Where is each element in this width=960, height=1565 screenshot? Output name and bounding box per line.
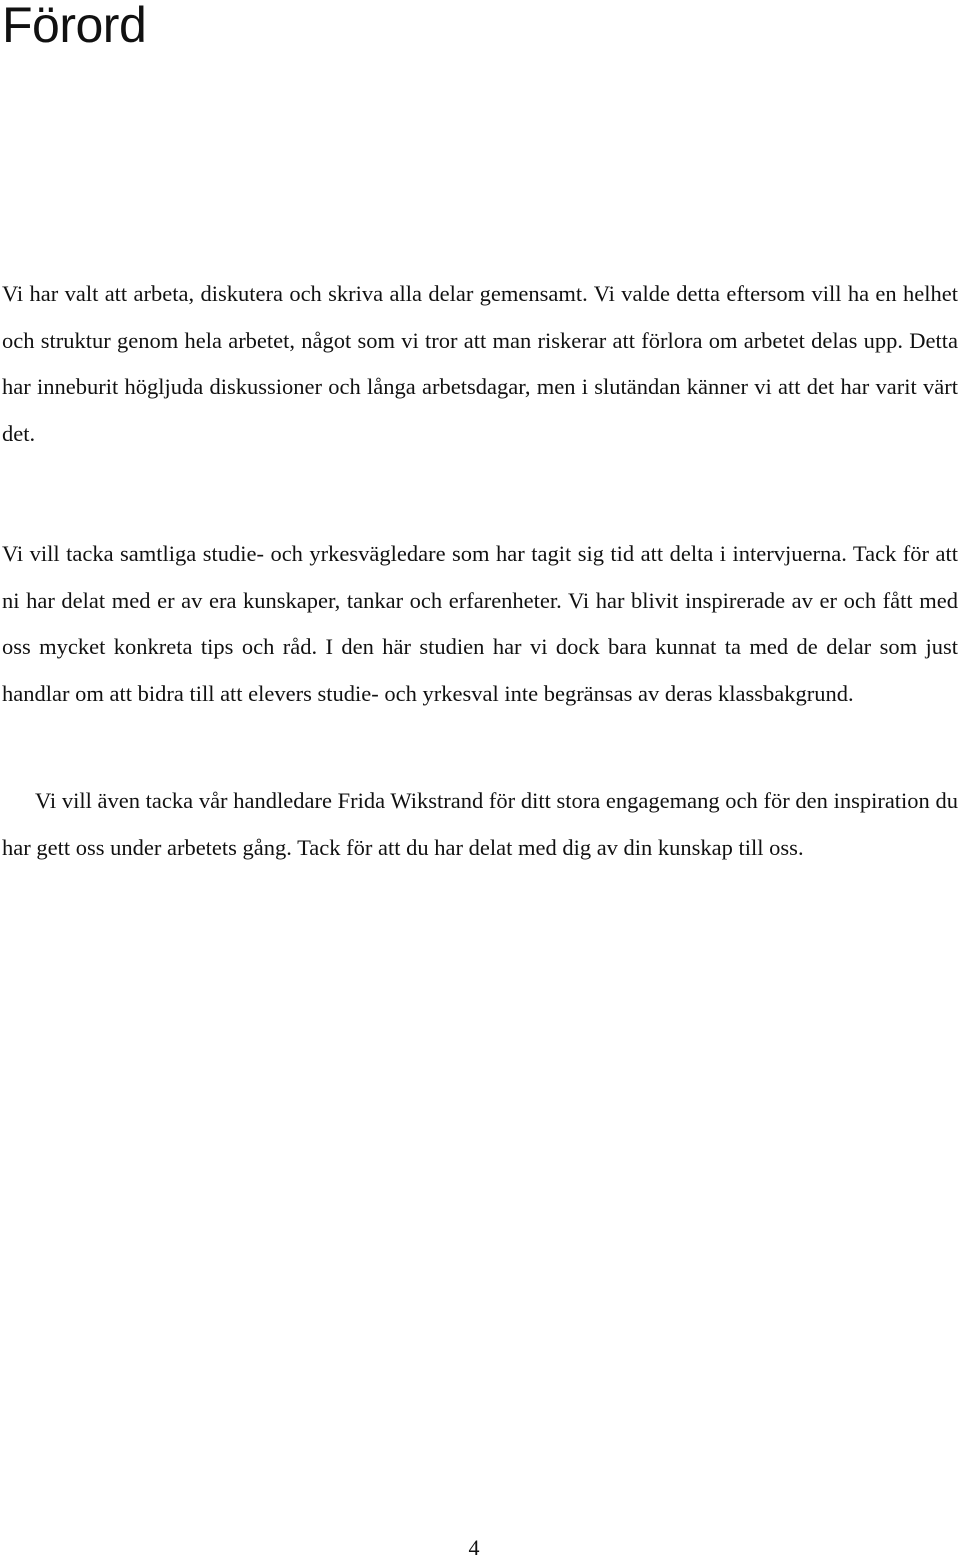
paragraph-2: Vi vill tacka samtliga studie- och yrkesvägledare som har tagit sig tid att delta i intervjuerna. Tack för att ni har delat med er av era kunskaper, tankar och erfarenheter. Vi har blivit inspirerade av er och fått med oss mycket konkreta tips och råd. I den här studien har vi dock bara kunnat ta med de delar som just handlar om att bidra till att elevers studie- och yrkesval inte begränsas av deras klassbakgrund.: [2, 541, 958, 707]
paragraph-3: Vi vill även tacka vår handledare Frida Wikstrand för ditt stora engagemang och för den inspiration du har gett oss under arbetets gång. Tack för att du har delat med dig av din kunskap till oss.: [2, 788, 958, 860]
page-number: 4: [468, 1535, 480, 1560]
page-heading: Förord: [2, 0, 147, 53]
paragraph-1: Vi har valt att arbeta, diskutera och skriva alla delar gemensamt. Vi valde detta eftersom vill ha en helhet och struktur genom hela arbetet, något som vi tror att man riskerar att förlora om arbetet delas upp. Detta har inneburit högljuda diskussioner och långa arbetsdagar, men i slutändan känner vi att det har varit värt det.: [2, 281, 958, 447]
